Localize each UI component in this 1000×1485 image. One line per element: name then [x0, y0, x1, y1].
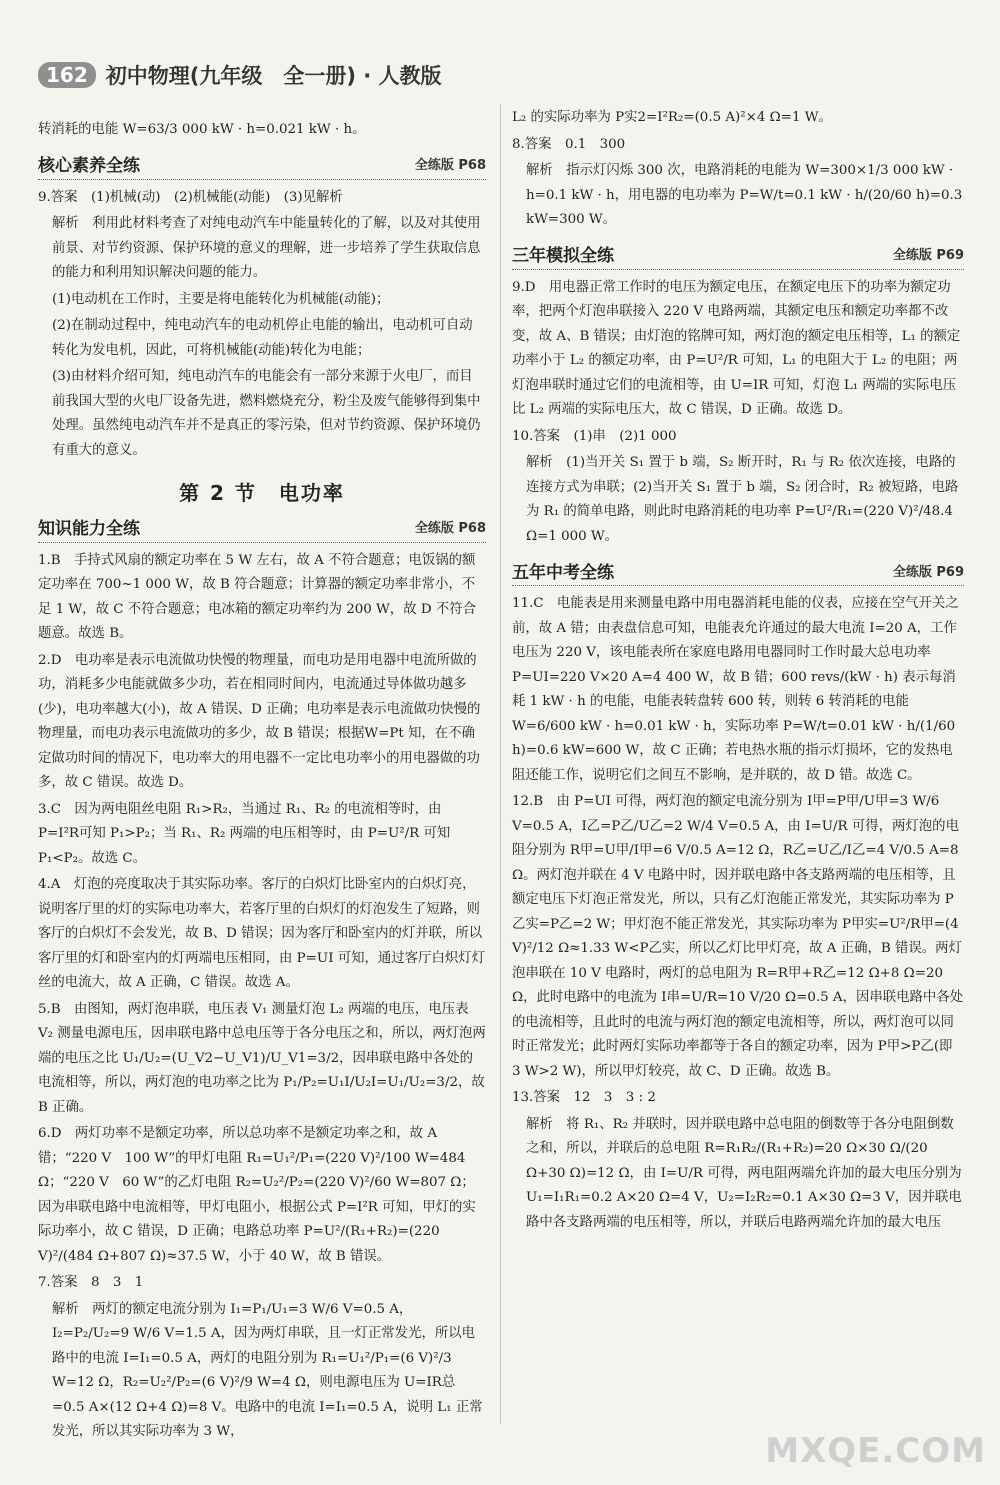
answer-item-1: 1.B 手持式风扇的额定功率在 5 W 左右，故 A 不符合题意；电饭锅的额定功率在 700~1 000 W，故 B 符合题意；计算器的额定功率非常小，不足 1 W，故 C 不符合题意；电冰箱的额定功率约为 200 W，故 D 不符合题意。故选 B。 [38, 552, 477, 641]
answer-9-mock: 9.D 用电器正常工作时的电压为额定电压，在额定电压下的功率为额定功率，把两个灯泡串联接入 220 V 电路两端，其额定电压和额定功率都不改变，故 A、B 错误；由灯泡的铭牌可知，两灯泡的额定电压相等，L₁ 的额定功率小于 L₂ 的额定功率，由 P=U²/R 可知，L₁ 的电阻大于 L₂ 的电阻；两灯泡串联时通过它们的电流相等，由 U=IR 可知，灯泡 L₁ 两端的实际电压比 L₂ 两端的实际电压大，故 C 错误，D 正确。故选 D。 [512, 279, 961, 417]
section-title: 核心素养全练 [38, 156, 140, 176]
intro-text: 转消耗的电能 W=63/3 000 kW · h=0.021 kW · h。 [38, 122, 366, 137]
section-ref: 全练版 P68 [414, 521, 486, 536]
section-title: 三年模拟全练 [512, 246, 614, 266]
answer-12: 12.B 由 P=UI 可得，两灯泡的额定电流分别为 I甲=P甲/U甲=3 W/6 V=0.5 A，I乙=P乙/U乙=2 W/4 V=0.5 A，由 I=U/R 可得，两灯泡的电阻分别为 R甲=U甲/I甲=6 V/0.5 A=12 Ω，R乙=U乙/I乙=4 V/0.5 A=8 Ω。两灯泡并联在 4 V 电路中时，因并联电路中各支路两端的电压相等，且额定电压下灯泡正常发光，所以，只有乙灯泡能正常发光，其实际功率为 P乙实=P乙=2 W；甲灯泡不能正常发光，其实际功率为 P甲实=U²/R甲=(4 V)²/12 Ω≈1.33 W<P乙实，所以乙灯比甲灯亮，故 A 正确，B 错误。两灯泡串联在 10 V 电路时，两灯的总电阻为 R=R甲+R乙=12 Ω+8 Ω=20 Ω，此时电路中的电流为 I串=U/R=10 V/20 Ω=0.5 A，因串联电路中各处的电流相等，且此时的电流与两灯泡的额定电流相等，所以，两灯泡可以同时正常发光；此时两灯实际功率都等于各自的额定功率，因为 P甲>P乙(即 3 W>2 W)，所以甲灯较亮，故 C、D 正确。故选 B。 [512, 794, 964, 1079]
right-column [512, 106, 964, 1237]
answer-item-6: 6.D 两灯功率不是额定功率，所以总功率不是额定功率之和，故 A 错；“220 V 100 W”的甲灯电阻 R₁=U₁²/P₁=(220 V)²/100 W=484 Ω；“220 V 60 W”的乙灯电阻 R₂=U₂²/P₂=(220 V)²/60 W=807 Ω；因为串联电路中电流相等，甲灯电阻小，根据公式 P=I²R 可知，甲灯的实际功率小，故 C 错误，D 正确；电路总功率 P=U²/(R₁+R₂)=(220 V)²/(484 Ω+807 Ω)≈37.5 W，小于 40 W，故 B 错误。 [38, 1126, 476, 1264]
analysis-13: 解析 将 R₁、R₂ 并联时，因并联电路中总电阻的倒数等于各分电阻倒数之和，所以，并联后的总电阻 R=R₁R₂/(R₁+R₂)=20 Ω×30 Ω/(20 Ω+30 Ω)=12 Ω，由 I=U/R 可得，两电阻两端允许加的最大电压分别为 U₁=I₁R₁=0.2 A×20 Ω=4 V，U₂=I₂R₂=0.1 A×30 Ω=3 V，因并联电路中各支路两端的电压相等，所以，并联后电路两端允许加的最大电压 [526, 1116, 962, 1230]
answer-10: 10.答案 (1)串 (2)1 000 [512, 428, 677, 444]
section-ref: 全练版 P68 [414, 158, 486, 173]
section-ref: 全练版 P69 [892, 248, 964, 263]
section-title: 五年中考全练 [512, 562, 614, 583]
answer-8: 8.答案 0.1 300 [512, 136, 626, 152]
page-header [38, 58, 442, 92]
analysis-9-part3: (3)由材料介绍可知，纯电动汽车的电能会有一部分来源于火电厂，而目前我国大型的火电厂设备先进，燃料燃烧充分，粉尘及废气能够得到集中处理。虽然纯电动汽车并不是真正的零污染，但对节约资源、保护环境仍有重大的意义。 [52, 369, 481, 458]
page-number: 162 [38, 62, 96, 88]
answer-item-2: 2.D 电功率是表示电流做功快慢的物理量，而电功是用电器中电流所做的功，消耗多少电能就做多少功，若在相同时间内，电流通过导体做功越多(少)，电功率越大(小)，故 A 错误、D 正确；电功率是表示电流做功快慢的物理量，而电功表示电流做功的多少，故 B 错误；根据W=Pt 知，在不确定做功时间的情况下，电功率大的用电器不一定比电功率小的用电器做的功多，故 C 错误。故选 D。 [38, 652, 481, 790]
answer-9: 9.答案 (1)机械(动) (2)机械能(动能) (3)见解析 [38, 189, 343, 205]
continuation-text: L₂ 的实际功率为 P实2=I²R₂=(0.5 A)²×4 Ω=1 W。 [512, 110, 832, 125]
chapter-title: 第 2 节 电功率 [179, 481, 345, 505]
watermark: MXQE.COM [765, 1431, 986, 1471]
answer-item-5: 5.B 由图知，两灯泡串联，电压表 V₁ 测量灯泡 L₂ 两端的电压，电压表 V₂ 测量电源电压，因串联电路中总电压等于各分电压之和，所以，两灯泡两端的电压之比 U₁/U₂=(U_V2−U_V1)/U_V1=3/2，因串联电路中各处的电流相等，所以，两灯泡的电功率之比为 P₁/P₂=U₁I/U₂I=U₁/U₂=3/2，故 B 正确。 [38, 1001, 486, 1115]
section-header-knowledge [38, 516, 486, 543]
analysis-9-intro: 解析 利用此材料考查了对纯电动汽车中能量转化的了解，以及对其使用前景、对节约资源、保护环境的意义的理解，进一步培养了学生获取信息的能力和利用知识解决问题的能力。 [52, 216, 481, 280]
answer-11: 11.C 电能表是用来测量电路中用电器消耗电能的仪表，应接在空气开关之前，故 A 错；由表盘信息可知，电能表允许通过的最大电流 I=20 A，工作电压为 220 V，该电能表所在家庭电路用电器同时工作时最大总电功率 P=UI=220 V×20 A=4 400 W，故 B 错；600 revs/(kW · h) 表示每消耗 1 kW · h 的电能，电能表转盘转 600 转，则转 6 转消耗的电能 W=6/600 kW · h=0.01 kW · h，实际功率 P=W/t=0.01 kW · h/(1/60 h)=0.6 kW=600 W，故 C 正确；若电热水瓶的指示灯损坏，它的发热电阻还能工作，说明它们之间互不影响，是并联的，故 D 错。故选 C。 [512, 596, 959, 783]
answer-item-4: 4.A 灯泡的亮度取决于其实际功率。客厅的白炽灯比卧室内的白炽灯亮，说明客厅里的灯的实际电功率大，若客厅里的白炽灯的灯泡发生了短路，则客厅的白炽灯不会发光，故 B、D 错误；因为客厅和卧室内的灯并联，所以客厅里的灯和卧室内的灯两端电压相同，由 P=UI 可知，通过客厅白炽灯灯丝的电流大，故 A 正确，C 错误。故选 A。 [38, 877, 486, 990]
answer-13: 13.答案 12 3 3 : 2 [512, 1090, 656, 1105]
section-header-five-year [512, 559, 964, 586]
section-title: 知识能力全练 [38, 519, 140, 539]
left-column [38, 118, 486, 1447]
section-header-core [38, 153, 486, 180]
analysis-9-part2: (2)在制动过程中，纯电动汽车的电动机停止电能的输出，电动机可自动转化为发电机，因此，可将机械能(动能)转化为电能； [52, 318, 473, 358]
column-divider [500, 104, 501, 1424]
book-title: 初中物理(九年级 全一册) · 人教版 [105, 64, 442, 88]
analysis-8: 解析 指示灯闪烁 300 次，电路消耗的电能为 W=300×1/3 000 kW · h=0.1 kW · h，用电器的电功率为 P=W/t=0.1 kW · h/(20/60 h)=0.3 kW=300 W。 [526, 163, 963, 227]
answer-item-7: 7.答案 8 3 1 [38, 1275, 144, 1290]
analysis-10: 解析 (1)当开关 S₁ 置于 b 端，S₂ 断开时，R₁ 与 R₂ 依次连接，电路的连接方式为串联；(2)当开关 S₁ 置于 b 端，S₂ 闭合时，R₂ 被短路，电路为 R₁ 的简单电路，则此时电路消耗的电功率 P=U²/R₁=(220 V)²/48.4 Ω=1 000 W。 [526, 455, 959, 544]
answer-item-3: 3.C 因为两电阻丝电阻 R₁>R₂，当通过 R₁、R₂ 的电流相等时，由 P=I²R可知 P₁>P₂；当 R₁、R₂ 两端的电压相等时，由 P=U²/R 可知 P₁<P₂。故选 C。 [38, 801, 451, 866]
section-ref: 全练版 P69 [892, 564, 964, 580]
analysis-9-part1: (1)电动机在工作时，主要是将电能转化为机械能(动能)； [52, 291, 390, 307]
analysis-item-7: 解析 两灯的额定电流分别为 I₁=P₁/U₁=3 W/6 V=0.5 A，I₂=P₂/U₂=9 W/6 V=1.5 A，因为两灯串联，且一灯正常发光，所以电路中的电流 I=I₁=0.5 A，两灯的电阻分别为 R₁=U₁²/P₁=(6 V)²/3 W=12 Ω，R₂=U₂²/P₂=(6 V)²/9 W=4 Ω，则电源电压为 U=IR总=0.5 A×(12 Ω+4 Ω)=8 V。电路中的电流 I=I₁=0.5 A，说明 L₁ 正常发光，所以其实际功率为 3 W， [52, 1301, 483, 1439]
section-header-three-year [512, 243, 964, 270]
